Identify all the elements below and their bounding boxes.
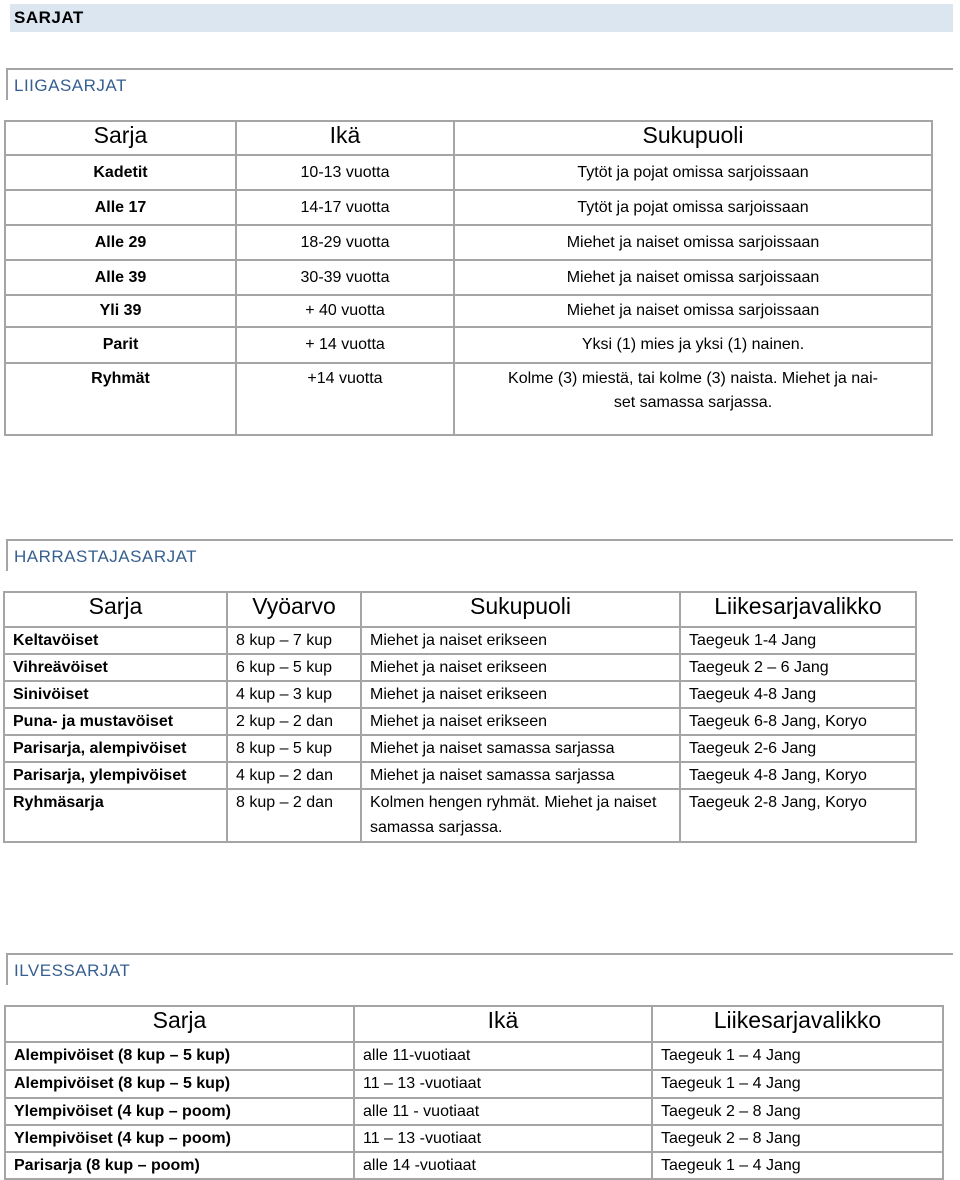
cell: Miehet ja naiset omissa sarjoissaan <box>454 295 932 327</box>
cell: Ryhmät <box>5 363 236 435</box>
cell: Kadetit <box>5 155 236 190</box>
page-title: SARJAT <box>10 4 953 32</box>
table-row <box>5 363 932 435</box>
cell: Taegeuk 2 – 8 Jang <box>652 1125 943 1152</box>
table-row <box>5 225 932 260</box>
table-header-row <box>5 121 932 155</box>
table-row <box>4 789 916 842</box>
cell: Alempivöiset (8 kup – 5 kup) <box>5 1042 354 1070</box>
cell: Taegeuk 2 – 6 Jang <box>680 654 916 681</box>
cell: Taegeuk 6-8 Jang, Koryo <box>680 708 916 735</box>
table-row <box>5 1152 943 1179</box>
cell: + 40 vuotta <box>236 295 454 327</box>
table-row <box>5 327 932 363</box>
cell: Ylempivöiset (4 kup – poom) <box>5 1125 354 1152</box>
cell: Yksi (1) mies ja yksi (1) nainen. <box>454 327 932 363</box>
cell: Puna- ja mustavöiset <box>4 708 227 735</box>
table-row <box>4 735 916 762</box>
table-row <box>5 1070 943 1098</box>
column-header: Sukupuoli <box>361 592 680 627</box>
section-heading-liigasarjat: LIIGASARJAT <box>6 68 953 100</box>
cell: 4 kup – 3 kup <box>227 681 361 708</box>
column-header: Sukupuoli <box>454 121 932 155</box>
cell: Parisarja, ylempivöiset <box>4 762 227 789</box>
cell: 10-13 vuotta <box>236 155 454 190</box>
column-header: Sarja <box>5 1006 354 1042</box>
cell: 2 kup – 2 dan <box>227 708 361 735</box>
cell: 30-39 vuotta <box>236 260 454 295</box>
cell: 11 – 13 -vuotiaat <box>354 1070 652 1098</box>
cell: Miehet ja naiset erikseen <box>361 708 680 735</box>
cell: Miehet ja naiset omissa sarjoissaan <box>454 260 932 295</box>
cell: Taegeuk 4-8 Jang <box>680 681 916 708</box>
cell: Vihreävöiset <box>4 654 227 681</box>
cell: Miehet ja naiset erikseen <box>361 681 680 708</box>
table-row <box>5 1042 943 1070</box>
table-row <box>5 295 932 327</box>
table-row <box>4 708 916 735</box>
cell: Taegeuk 1-4 Jang <box>680 627 916 654</box>
cell: Ryhmäsarja <box>4 789 227 842</box>
table-row <box>4 762 916 789</box>
cell: 8 kup – 7 kup <box>227 627 361 654</box>
cell: 8 kup – 2 dan <box>227 789 361 842</box>
cell: Miehet ja naiset samassa sarjassa <box>361 735 680 762</box>
cell: alle 14 -vuotiaat <box>354 1152 652 1179</box>
table-row <box>5 1098 943 1125</box>
cell: Keltavöiset <box>4 627 227 654</box>
section-heading-ilvessarjat: ILVESSARJAT <box>6 953 953 985</box>
section-heading-harrastajasarjat: HARRASTAJASARJAT <box>6 539 953 571</box>
cell: Sinivöiset <box>4 681 227 708</box>
cell: Taegeuk 1 – 4 Jang <box>652 1070 943 1098</box>
cell: Miehet ja naiset samassa sarjassa <box>361 762 680 789</box>
cell: Kolmen hengen ryhmät. Miehet ja naiset samassa sarjassa. <box>361 789 680 842</box>
cell: 4 kup – 2 dan <box>227 762 361 789</box>
table-row <box>5 190 932 225</box>
cell: Taegeuk 4-8 Jang, Koryo <box>680 762 916 789</box>
cell: Alle 39 <box>5 260 236 295</box>
cell: Alempivöiset (8 kup – 5 kup) <box>5 1070 354 1098</box>
cell: Taegeuk 2-6 Jang <box>680 735 916 762</box>
cell: 6 kup – 5 kup <box>227 654 361 681</box>
cell: alle 11 - vuotiaat <box>354 1098 652 1125</box>
cell: Yli 39 <box>5 295 236 327</box>
cell: + 14 vuotta <box>236 327 454 363</box>
cell: Parisarja, alempivöiset <box>4 735 227 762</box>
cell: Miehet ja naiset omissa sarjoissaan <box>454 225 932 260</box>
cell: Parisarja (8 kup – poom) <box>5 1152 354 1179</box>
cell: +14 vuotta <box>236 363 454 435</box>
column-header: Vyöarvo <box>227 592 361 627</box>
cell: Alle 17 <box>5 190 236 225</box>
cell: Tytöt ja pojat omissa sarjoissaan <box>454 190 932 225</box>
cell: 14-17 vuotta <box>236 190 454 225</box>
cell: Parit <box>5 327 236 363</box>
table-row <box>5 260 932 295</box>
ilves-table <box>4 1005 944 1180</box>
cell: 18-29 vuotta <box>236 225 454 260</box>
liiga-table <box>4 120 933 436</box>
column-header: Sarja <box>5 121 236 155</box>
column-header: Liikesarjavalikko <box>680 592 916 627</box>
cell: alle 11-vuotiaat <box>354 1042 652 1070</box>
cell: 8 kup – 5 kup <box>227 735 361 762</box>
column-header: Liikesarjavalikko <box>652 1006 943 1042</box>
cell: Kolme (3) miestä, tai kolme (3) naista. Miehet ja nai- set samassa sarjassa. <box>454 363 932 435</box>
table-row <box>5 155 932 190</box>
column-header: Sarja <box>4 592 227 627</box>
harrastaja-table <box>3 591 917 843</box>
table-row <box>5 1125 943 1152</box>
table-header-row <box>5 1006 943 1042</box>
cell: 11 – 13 -vuotiaat <box>354 1125 652 1152</box>
cell: Taegeuk 1 – 4 Jang <box>652 1152 943 1179</box>
table-header-row <box>4 592 916 627</box>
cell: Taegeuk 1 – 4 Jang <box>652 1042 943 1070</box>
cell: Taegeuk 2 – 8 Jang <box>652 1098 943 1125</box>
table-row <box>4 654 916 681</box>
cell: Miehet ja naiset erikseen <box>361 654 680 681</box>
column-header: Ikä <box>354 1006 652 1042</box>
column-header: Ikä <box>236 121 454 155</box>
cell: Ylempivöiset (4 kup – poom) <box>5 1098 354 1125</box>
table-row <box>4 627 916 654</box>
cell: Miehet ja naiset erikseen <box>361 627 680 654</box>
cell: Taegeuk 2-8 Jang, Koryo <box>680 789 916 842</box>
cell: Tytöt ja pojat omissa sarjoissaan <box>454 155 932 190</box>
table-row <box>4 681 916 708</box>
cell: Alle 29 <box>5 225 236 260</box>
